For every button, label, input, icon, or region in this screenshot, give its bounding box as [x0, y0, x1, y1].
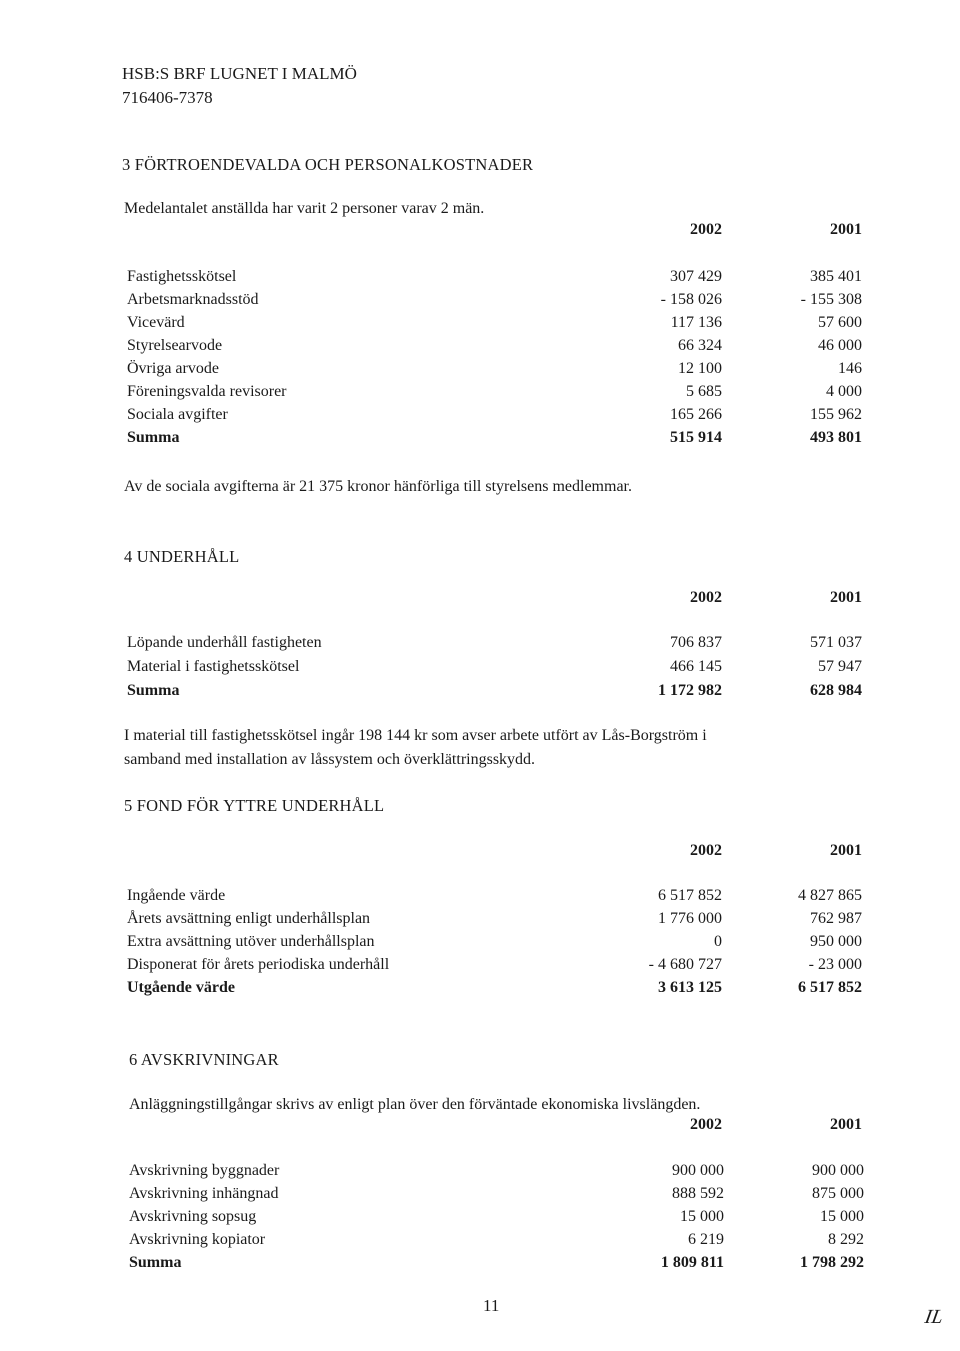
row-label: Fastighetsskötsel: [127, 268, 237, 285]
section-4-column-headers: [127, 589, 867, 611]
column-header-2002: 2002: [690, 589, 722, 606]
row-label: Ingående värde: [127, 887, 226, 904]
table-row: [127, 933, 867, 955]
table-row: [127, 406, 867, 428]
section-5-column-headers: [127, 842, 867, 864]
value-2001: 571 037: [810, 634, 862, 651]
table-total-row: [127, 429, 867, 451]
value-2002: 6 219: [688, 1231, 724, 1248]
value-2001: - 23 000: [808, 956, 862, 973]
table-row: [127, 291, 867, 313]
table-row: [127, 360, 867, 382]
value-2002: 117 136: [670, 314, 722, 331]
table-row: [127, 314, 867, 336]
column-header-2002: 2002: [690, 842, 722, 859]
row-label: Avskrivning byggnader: [129, 1162, 280, 1179]
row-label: Material i fastighetsskötsel: [127, 658, 300, 675]
value-2002: 1 172 982: [658, 682, 722, 699]
row-label: Avskrivning kopiator: [129, 1231, 266, 1248]
row-label: Avskrivning inhängnad: [129, 1185, 279, 1202]
page-number: 11: [483, 1296, 500, 1315]
table-row: [127, 887, 867, 909]
row-label: Löpande underhåll fastigheten: [127, 634, 322, 651]
value-2001: 493 801: [810, 429, 862, 446]
column-header-2001: 2001: [830, 221, 862, 238]
section-3-note: Av de sociala avgifterna är 21 375 kronor hänförliga till styrelsens medlemmar.: [124, 478, 632, 495]
table-row: [127, 634, 867, 656]
value-2001: 6 517 852: [798, 979, 862, 996]
value-2002: 66 324: [678, 337, 722, 354]
section-3-title: 3 FÖRTROENDEVALDA OCH PERSONALKOSTNADER: [122, 155, 534, 174]
value-2002: 466 145: [670, 658, 722, 675]
value-2002: 1 776 000: [658, 910, 722, 927]
table-row: [129, 1185, 869, 1207]
row-label: Vicevärd: [127, 314, 185, 331]
table-row: [127, 268, 867, 290]
value-2002: 165 266: [670, 406, 722, 423]
row-label: Styrelsearvode: [127, 337, 223, 354]
row-label: Utgående värde: [127, 979, 235, 996]
value-2001: 762 987: [810, 910, 862, 927]
organization-number: 716406-7378: [122, 88, 213, 107]
row-label: Disponerat för årets periodiska underhåll: [127, 956, 390, 973]
value-2001: 46 000: [818, 337, 862, 354]
column-header-2002: 2002: [690, 1116, 722, 1133]
table-row: [129, 1162, 869, 1184]
table-total-row: [127, 682, 867, 704]
section-4-note-line-1: I material till fastighetsskötsel ingår 198 144 kr som avser arbete utfört av Lås-Borgström i: [124, 727, 707, 744]
value-2002: - 4 680 727: [648, 956, 722, 973]
value-2002: 888 592: [672, 1185, 724, 1202]
column-header-2001: 2001: [830, 1116, 862, 1133]
value-2001: 4 827 865: [798, 887, 862, 904]
table-total-row: [127, 979, 867, 1001]
value-2001: 57 600: [818, 314, 862, 331]
value-2002: 5 685: [686, 383, 722, 400]
table-row: [129, 1208, 869, 1230]
row-label: Arbetsmarknadsstöd: [127, 291, 259, 308]
value-2002: 307 429: [670, 268, 722, 285]
row-label: Årets avsättning enligt underhållsplan: [127, 910, 371, 927]
row-label: Sociala avgifter: [127, 406, 228, 423]
value-2002: 12 100: [678, 360, 722, 377]
table-row: [127, 383, 867, 405]
section-4-title: 4 UNDERHÅLL: [124, 547, 240, 566]
value-2002: 15 000: [680, 1208, 724, 1225]
handwritten-initials: IL: [923, 1306, 945, 1328]
table-row: [127, 337, 867, 359]
section-5-title: 5 FOND FÖR YTTRE UNDERHÅLL: [124, 796, 385, 815]
column-header-2001: 2001: [830, 842, 862, 859]
value-2001: 57 947: [818, 658, 862, 675]
row-label: Summa: [127, 682, 180, 699]
value-2001: 4 000: [826, 383, 862, 400]
value-2001: 155 962: [810, 406, 862, 423]
row-label: Föreningsvalda revisorer: [127, 383, 287, 400]
value-2001: 628 984: [810, 682, 862, 699]
value-2001: 950 000: [810, 933, 862, 950]
table-row: [127, 658, 867, 680]
value-2002: 515 914: [670, 429, 722, 446]
value-2001: 146: [838, 360, 862, 377]
column-header-2001: 2001: [830, 589, 862, 606]
value-2002: 3 613 125: [658, 979, 722, 996]
value-2001: 875 000: [812, 1185, 864, 1202]
value-2002: 900 000: [672, 1162, 724, 1179]
row-label: Avskrivning sopsug: [129, 1208, 257, 1225]
table-row: [127, 910, 867, 932]
value-2002: 706 837: [670, 634, 722, 651]
row-label: Summa: [129, 1254, 182, 1271]
row-label: Övriga arvode: [127, 360, 219, 377]
section-4-note-line-2: samband med installation av låssystem och överklättringsskydd.: [124, 751, 536, 768]
value-2001: 15 000: [820, 1208, 864, 1225]
table-total-row: [129, 1254, 869, 1276]
section-3-intro: Medelantalet anställda har varit 2 personer varav 2 män.: [124, 200, 485, 217]
value-2002: 6 517 852: [658, 887, 722, 904]
table-row: [129, 1231, 869, 1253]
section-6-title: 6 AVSKRIVNINGAR: [129, 1050, 279, 1069]
section-3-column-headers: [127, 221, 867, 243]
value-2002: - 158 026: [660, 291, 722, 308]
column-header-2002: 2002: [690, 221, 722, 238]
section-6-column-headers: [127, 1116, 867, 1138]
value-2002: 0: [714, 933, 722, 950]
value-2001: - 155 308: [800, 291, 862, 308]
value-2001: 385 401: [810, 268, 862, 285]
value-2002: 1 809 811: [660, 1254, 724, 1271]
table-row: [127, 956, 867, 978]
section-6-intro: Anläggningstillgångar skrivs av enligt plan över den förväntade ekonomiska livslängden.: [129, 1096, 701, 1113]
row-label: Extra avsättning utöver underhållsplan: [127, 933, 375, 950]
value-2001: 8 292: [828, 1231, 864, 1248]
value-2001: 900 000: [812, 1162, 864, 1179]
organization-name: HSB:S BRF LUGNET I MALMÖ: [122, 64, 357, 83]
row-label: Summa: [127, 429, 180, 446]
value-2001: 1 798 292: [800, 1254, 864, 1271]
